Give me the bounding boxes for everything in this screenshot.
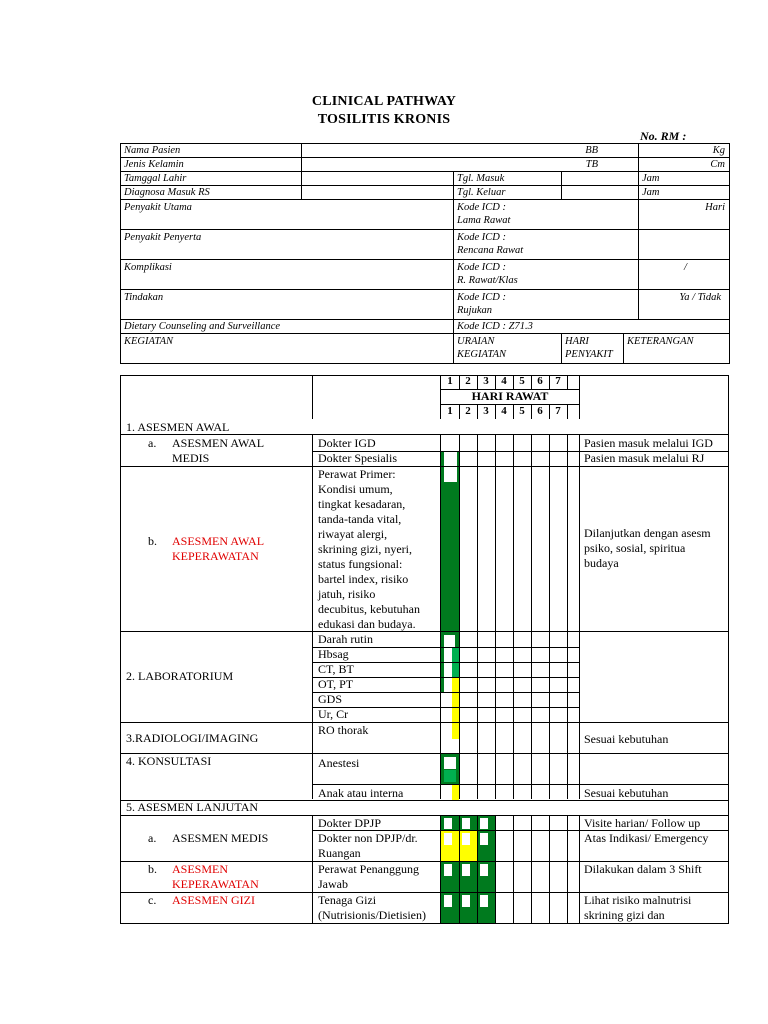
h-otpt [312,692,579,693]
lab-item: Hbsag [318,647,349,661]
day-divider [549,434,550,799]
day-number-1: 1 [447,405,453,417]
asesmen-gizi: ASESMEN GIZI [172,893,255,907]
kode-icd-dietary: Kode ICD : Z71.3 [454,320,730,334]
fill-anak-d1 [452,785,459,800]
act-anestesi: Anestesi [318,756,360,770]
day-divider [495,404,496,419]
lab-item: Ur, Cr [318,707,349,721]
label-ya-tidak: Ya / Tidak [639,290,730,320]
perawat-primer-line: riwayat alergi, [318,527,388,541]
v-sep-kegiatan-bottom [312,815,313,924]
box-perawat-d1 [444,452,457,482]
kode-icd-utama [454,200,639,230]
no-rm-label: No. RM : [640,129,687,143]
ket-pasien-igd: Pasien masuk melalui IGD [584,436,713,450]
box-darah-rutin-d1 [444,635,455,647]
day-number-7: 7 [555,375,561,387]
row-dietary [121,320,730,334]
box-nondpjp-d1 [444,833,452,845]
box-nondpjp-d3 [480,833,488,845]
label-bb: BB [302,144,639,158]
fill-otpt-d1 [452,678,459,692]
section-konsultasi: 4. KONSULTASI [126,754,212,768]
perawat-primer-line: Kondisi umum, [318,482,393,496]
day-number-5: 5 [519,375,525,387]
day-number-6: 6 [537,375,543,387]
box-urcr-d1 [444,708,452,722]
v-sep-hari-top [579,375,580,419]
label-tindakan: Tindakan [121,290,454,320]
row-penyakit-penyerta [121,230,730,260]
perawat-primer-line: jatuh, risiko [318,587,376,601]
row-nama-pasien [121,144,730,158]
rencana-rawat-value [639,230,730,260]
day-divider [495,434,496,799]
rujukan-label: Rujukan [457,305,492,316]
day-divider [513,815,514,924]
h-radiologi [120,753,729,754]
box-anak-d1 [444,785,452,800]
day-divider [513,434,514,799]
day-divider [567,434,568,799]
label-dietary: Dietary Counseling and Surveillance [121,320,454,334]
ruang-rawat-label: R. Rawat/Klas [457,275,518,286]
lab-item: Darah rutin [318,632,373,646]
label-kg: Kg [639,144,730,158]
box-anestesi-d1 [444,757,456,769]
row-jenis-kelamin [121,158,730,172]
label-uraian-kegiatan [454,334,562,364]
day-divider [477,434,478,799]
box-dpjp-d2 [462,818,470,829]
day-number-2: 2 [465,405,471,417]
label-kegiatan: KEGIATAN [121,334,454,364]
day-number-3: 3 [483,405,489,417]
asesmen-awal-medis-2: MEDIS [172,451,210,465]
penyakit-label: PENYAKIT [565,349,613,360]
rencana-rawat-label: Rencana Rawat [457,245,524,256]
grid-bottom-border [120,923,729,924]
row-penyakit-utama [121,200,730,230]
day-number-7: 7 [555,405,561,417]
ket-dilanjutkan-line3: budaya [584,556,619,570]
day-number-2: 2 [465,375,471,387]
act-dokter-igd: Dokter IGD [318,436,376,450]
day-divider [459,815,460,924]
label-penyakit-utama: Penyakit Utama [121,200,454,230]
ket-pasien-rj: Pasien masuk melalui RJ [584,451,705,465]
uraian-label: URAIAN [457,336,495,347]
day-divider [513,375,514,389]
box-perawat-pj-d2 [462,864,470,876]
v-sep-kegiatan [312,434,313,799]
asesmen-kep-lanjut-2: KEPERAWATAN [172,877,259,891]
hari-label: HARI [565,336,589,347]
act-nutrisionis: (Nutrisionis/Dietisien) [318,908,426,922]
perawat-primer-line: Perawat Primer: [318,467,396,481]
day-number-4: 4 [501,375,507,387]
label-jam-masuk: Jam [639,172,730,186]
act-dokter-dpjp: Dokter DPJP [318,816,382,830]
label-diagnosa-masuk: Diagnosa Masuk RS [121,186,302,200]
ket-radiologi: Sesuai kebutuhan [584,732,669,746]
day-number-1: 1 [447,375,453,387]
section-asesmen-lanjutan: 5. ASESMEN LANJUTAN [126,800,259,814]
act-ro-thorak: RO thorak [318,723,369,737]
act-jawab: Jawab [318,877,348,891]
perawat-primer-line: skrining gizi, nyeri, [318,542,412,556]
v-sep-uraian-bottom [440,815,441,924]
day-divider [531,434,532,799]
box-gizi-d1 [444,895,452,907]
row-tanggal-lahir [121,172,730,186]
label-tgl-masuk: Tgl. Masuk [454,172,562,186]
ket-visite: Visite harian/ Follow up [584,816,701,830]
h-gds [312,707,579,708]
label-nama-pasien: Nama Pasien [121,144,302,158]
day-divider [495,815,496,924]
title-diagnosis: TOSILITIS KRONIS [317,112,451,127]
act-ruangan: Ruangan [318,846,361,860]
kode-icd-tindakan-label: Kode ICD : [457,292,506,303]
box-ctbt-d1 [444,663,452,677]
day-number-6: 6 [537,405,543,417]
kode-icd-komplikasi [454,260,639,290]
v-sep-kegiatan-top [312,375,313,419]
h-dokter-spesialis [120,466,729,467]
ket-risiko-malnutrisi: Lihat risiko malnutrisi [584,893,692,907]
fill-gds-d1 [452,693,459,707]
asesmen-awal-medis-1: ASESMEN AWAL [172,436,265,450]
letter-b-asesmen-lanjut: b. [148,862,157,876]
row-tindakan [121,290,730,320]
day-number-5: 5 [519,405,525,417]
kode-icd-tindakan [454,290,639,320]
patient-info-table [120,143,730,364]
kegiatan-label: KEGIATAN [457,349,506,360]
day-divider [495,375,496,389]
h-urcr [120,722,729,723]
fill-anestesi-inner-d1 [444,770,456,782]
letter-a-asesmen-medis: a. [148,436,157,450]
box-gizi-d2 [462,895,470,907]
h-darah [312,647,579,648]
perawat-primer-line: edukasi dan budaya. [318,617,416,631]
fill-perawat-d1 [441,467,459,631]
act-perawat-pj: Perawat Penanggung [318,862,419,876]
act-dokter-non-dpjp: Dokter non DPJP/dr. [318,831,418,845]
label-jam-keluar: Jam [639,186,730,200]
label-cm: Cm [639,158,730,172]
label-tb: TB [302,158,639,172]
perawat-primer-line: bartel index, risiko [318,572,409,586]
kode-icd-utama-label: Kode ICD : [457,202,506,213]
label-hari-penyakit [562,334,624,364]
box-hbsag-d1 [444,648,452,662]
day-divider [549,815,550,924]
box-nondpjp-d2 [462,833,470,845]
asesmen-medis-lanjut: ASESMEN MEDIS [172,831,269,845]
box-perawat-pj-d1 [444,864,452,876]
perawat-primer-line: decubitus, kebutuhan [318,602,420,616]
kode-icd-penyerta [454,230,639,260]
box-gds-d1 [444,693,452,707]
grid-left-border [120,375,121,924]
label-penyakit-penyerta: Penyakit Penyerta [121,230,454,260]
day-divider [459,375,460,389]
label-keterangan: KETERANGAN [624,334,730,364]
box-perawat-pj-d3 [480,864,488,876]
grid-right-border [728,375,729,924]
day-number-4: 4 [501,405,507,417]
ket-dilanjutkan-line2: psiko, sosial, spiritua [584,541,686,555]
lab-item: OT, PT [318,677,354,691]
day-divider [567,404,568,419]
box-gizi-d3 [480,895,488,907]
fill-hbsag-d1 [452,648,459,662]
day-divider [531,375,532,389]
box-dpjp-d3 [480,818,488,829]
fill-urcr-d1 [452,708,459,722]
hari-rawat-label: HARI RAWAT [471,389,549,403]
day-divider [459,434,460,799]
v-sep-uraian [440,434,441,799]
ket-dilanjutkan-line1: Dilanjutkan dengan asesm [584,526,711,540]
lab-item: CT, BT [318,662,354,676]
day-divider [477,375,478,389]
label-jenis-kelamin: Jenis Kelamin [121,158,302,172]
h-anestesi [312,784,729,785]
day-divider [567,815,568,924]
act-tenaga-gizi: Tenaga Gizi [318,893,377,907]
section-asesmen-awal: 1. ASESMEN AWAL [126,420,230,434]
day-divider [477,815,478,924]
perawat-primer-line: tanda-tanda vital, [318,512,402,526]
asesmen-awal-kep-2: KEPERAWATAN [172,549,259,563]
ket-skrining-gizi: skrining gizi dan [584,908,665,922]
box-ro-d1 [444,723,452,739]
h-perawat [120,631,729,632]
row-diagnosa-masuk [121,186,730,200]
section-laboratorium: 2. LABORATORIUM [126,669,234,683]
lab-item: GDS [318,692,343,706]
label-komplikasi: Komplikasi [121,260,454,290]
fill-ctbt-d1 [452,663,459,677]
label-hari: Hari [639,200,730,230]
perawat-primer-line: tingkat kesadaran, [318,497,406,511]
letter-a-asesmen-lanjut: a. [148,831,157,845]
day-number-3: 3 [483,375,489,387]
kode-icd-penyerta-label: Kode ICD : [457,232,506,243]
day-divider [567,375,568,389]
label-tgl-keluar: Tgl. Keluar [454,186,562,200]
v-sep-hari [579,434,580,799]
day-divider [459,404,460,419]
day-divider [549,404,550,419]
asesmen-kep-lanjut-1: ASESMEN [172,862,229,876]
grid-top-border [120,375,729,376]
day-divider [531,815,532,924]
day-divider [549,375,550,389]
asesmen-awal-kep-1: ASESMEN AWAL [172,534,265,548]
row-komplikasi [121,260,730,290]
lama-rawat-label: Lama Rawat [457,215,511,226]
row-kegiatan-header [121,334,730,364]
letter-b-asesmen-kep: b. [148,534,157,548]
box-otpt-d1 [444,678,452,692]
act-anak-interna: Anak atau interna [318,786,404,800]
day-divider [531,404,532,419]
v-sep-hari-bottom [579,815,580,924]
ket-dilanjutkan [584,526,711,571]
letter-c-asesmen-gizi: c. [148,893,157,907]
section-radiologi: 3.RADIOLOGI/IMAGING [126,731,259,745]
ket-konsultasi: Sesuai kebutuhan [584,786,669,800]
title-clinical-pathway: CLINICAL PATHWAY [311,94,457,109]
perawat-primer-text [318,467,420,632]
ket-3-shift: Dilakukan dalam 3 Shift [584,862,702,876]
label-tanggal-lahir: Tamggal Lahir [121,172,302,186]
ket-atas-indikasi: Atas Indikasi/ Emergency [584,831,709,845]
day-divider [477,404,478,419]
fill-ro-d1 [452,723,459,739]
label-slash: / [639,260,730,290]
perawat-primer-line: status fungsional: [318,557,403,571]
act-dokter-spesialis: Dokter Spesialis [318,451,397,465]
day-divider [513,404,514,419]
kode-icd-komplikasi-label: Kode ICD : [457,262,506,273]
box-dpjp-d1 [444,818,452,829]
